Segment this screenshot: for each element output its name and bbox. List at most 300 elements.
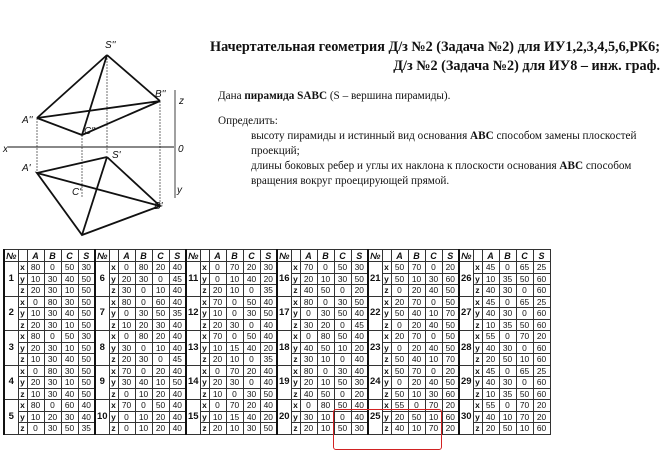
axis-label: y	[109, 377, 118, 389]
header-point: C	[334, 250, 351, 262]
coord-cell: 50	[152, 308, 169, 320]
header-point: B	[317, 250, 334, 262]
coord-cell: 20	[118, 273, 135, 285]
item1-post: способом замены плоскостей проекций;	[251, 130, 637, 157]
coord-cell: 50	[391, 308, 408, 320]
coord-cell: 45	[482, 296, 499, 308]
item1-bold: ABC	[470, 130, 494, 142]
axis-label: z	[382, 354, 391, 366]
coord-cell: 40	[482, 411, 499, 423]
coord-cell: 40	[300, 342, 317, 354]
coord-cell: 0	[300, 400, 317, 412]
axis-label: z	[200, 388, 209, 400]
coord-cell: 10	[61, 285, 78, 297]
axis-label: z	[473, 285, 482, 297]
axis-label: y	[291, 411, 300, 423]
axis-label: z	[473, 319, 482, 331]
coord-cell: 20	[27, 319, 44, 331]
axis-label: z	[200, 354, 209, 366]
coord-cell: 40	[482, 342, 499, 354]
coord-cell: 20	[260, 273, 277, 285]
coord-cell: 10	[209, 388, 226, 400]
coord-cell: 40	[351, 365, 368, 377]
coord-cell: 40	[243, 273, 260, 285]
coord-cell: 65	[516, 365, 533, 377]
coord-cell: 10	[317, 354, 334, 366]
header-point: S	[351, 250, 368, 262]
coord-cell: 10	[61, 377, 78, 389]
coord-cell: 0	[44, 262, 61, 274]
coord-cell: 40	[169, 388, 186, 400]
coord-cell: 10	[482, 388, 499, 400]
axis-label: y	[200, 377, 209, 389]
item1-pre: высоту пирамиды и истинный вид основания	[251, 130, 471, 142]
label-a2: A''	[22, 115, 33, 126]
axis-label: x	[109, 331, 118, 343]
axis-label: z	[291, 319, 300, 331]
coord-cell: 20	[482, 423, 499, 435]
coord-cell: 0	[226, 308, 243, 320]
coord-cell: 0	[334, 285, 351, 297]
variant-number: 13	[186, 331, 200, 366]
coord-cell: 50	[78, 377, 95, 389]
coord-cell: 50	[169, 377, 186, 389]
coord-cell: 35	[499, 388, 516, 400]
coord-cell: 0	[118, 308, 135, 320]
coord-cell: 20	[442, 400, 459, 412]
coord-cell: 10	[135, 423, 152, 435]
frontal-projection	[37, 55, 160, 135]
coord-cell: 30	[44, 285, 61, 297]
coord-cell: 10	[408, 388, 425, 400]
coord-cell: 0	[408, 400, 425, 412]
coord-cell: 30	[351, 377, 368, 389]
variant-number: 17	[277, 296, 291, 331]
axis-label: z	[382, 388, 391, 400]
coord-cell: 10	[425, 308, 442, 320]
coord-cell: 40	[260, 319, 277, 331]
coord-cell: 10	[135, 411, 152, 423]
coord-cell: 40	[61, 354, 78, 366]
coord-cell: 20	[442, 365, 459, 377]
label-z: z	[179, 96, 184, 107]
coord-cell: 20	[260, 411, 277, 423]
coord-cell: 10	[516, 354, 533, 366]
coord-cell: 40	[61, 388, 78, 400]
coord-cell: 10	[317, 411, 334, 423]
coord-cell: 10	[226, 423, 243, 435]
coord-cell: 20	[27, 342, 44, 354]
header-axis-blank	[382, 250, 391, 262]
coord-cell: 45	[169, 354, 186, 366]
coord-cell: 15	[226, 411, 243, 423]
coord-cell: 30	[425, 388, 442, 400]
axis-label: x	[18, 365, 27, 377]
coord-cell: 0	[27, 423, 44, 435]
coord-cell: 30	[499, 342, 516, 354]
determine-title: Определить:	[218, 115, 278, 127]
axis-label: z	[291, 388, 300, 400]
axis-label: y	[291, 342, 300, 354]
coord-cell: 50	[499, 423, 516, 435]
coord-cell: 35	[499, 319, 516, 331]
coord-cell: 40	[425, 377, 442, 389]
coord-cell: 30	[334, 273, 351, 285]
coord-cell: 20	[408, 319, 425, 331]
axis-label: z	[473, 423, 482, 435]
coord-cell: 10	[425, 411, 442, 423]
coord-cell: 40	[135, 377, 152, 389]
coord-cell: 10	[482, 319, 499, 331]
coord-cell: 40	[61, 308, 78, 320]
coord-cell: 10	[226, 273, 243, 285]
coord-cell: 30	[351, 262, 368, 274]
coord-cell: 0	[243, 285, 260, 297]
coord-cell: 50	[408, 411, 425, 423]
variant-number: 24	[368, 365, 382, 400]
coord-cell: 0	[425, 296, 442, 308]
axis-label: z	[382, 285, 391, 297]
axis-label: x	[291, 331, 300, 343]
variant-number: 16	[277, 262, 291, 297]
coord-cell: 40	[169, 262, 186, 274]
coord-cell: 50	[334, 262, 351, 274]
coord-cell: 20	[135, 319, 152, 331]
header-point: S	[533, 250, 550, 262]
axis-label: y	[200, 342, 209, 354]
label-a1: A'	[22, 163, 31, 174]
coord-cell: 40	[61, 273, 78, 285]
header-point: C	[61, 250, 78, 262]
axis-label: x	[200, 296, 209, 308]
coord-cell: 50	[78, 354, 95, 366]
variant-number: 18	[277, 331, 291, 366]
variants-table-container	[3, 249, 551, 435]
axis-label: x	[109, 365, 118, 377]
header-point: A	[391, 250, 408, 262]
axis-label: z	[18, 354, 27, 366]
coord-cell: 30	[44, 273, 61, 285]
coord-cell: 50	[442, 319, 459, 331]
coord-cell: 0	[425, 331, 442, 343]
coord-cell: 50	[152, 400, 169, 412]
axis-label: x	[291, 400, 300, 412]
label-b2: B''	[155, 89, 166, 100]
header-point: A	[300, 250, 317, 262]
coord-cell: 30	[300, 319, 317, 331]
axis-label: y	[473, 411, 482, 423]
variant-number: 11	[186, 262, 200, 297]
axis-label: z	[18, 423, 27, 435]
task-header	[205, 38, 660, 76]
header-point: B	[499, 250, 516, 262]
coord-cell: 40	[78, 411, 95, 423]
coord-cell: 0	[27, 365, 44, 377]
coord-cell: 0	[499, 365, 516, 377]
coord-cell: 20	[209, 377, 226, 389]
coord-cell: 60	[533, 388, 550, 400]
coord-cell: 40	[169, 331, 186, 343]
coord-cell: 0	[135, 342, 152, 354]
coord-cell: 60	[533, 354, 550, 366]
coord-cell: 50	[334, 423, 351, 435]
coord-cell: 10	[135, 388, 152, 400]
coord-cell: 10	[118, 319, 135, 331]
coord-cell: 10	[152, 377, 169, 389]
axis-label: x	[18, 400, 27, 412]
coord-cell: 0	[499, 400, 516, 412]
coord-cell: 0	[317, 262, 334, 274]
header-point: A	[27, 250, 44, 262]
coord-cell: 40	[351, 354, 368, 366]
coord-cell: 20	[27, 377, 44, 389]
coord-cell: 25	[533, 262, 550, 274]
coord-cell: 60	[442, 388, 459, 400]
coord-cell: 10	[209, 342, 226, 354]
header-line-1: Начертательная геометрия Д/з №2 (Задача №2) для ИУ1,2,3,4,5,6,РК6;	[210, 39, 660, 55]
coord-cell: 0	[118, 262, 135, 274]
coord-cell: 0	[135, 296, 152, 308]
coord-cell: 0	[391, 342, 408, 354]
coord-cell: 20	[533, 331, 550, 343]
header-point: A	[209, 250, 226, 262]
axis-label: z	[200, 423, 209, 435]
coord-cell: 70	[408, 331, 425, 343]
coord-cell: 50	[334, 308, 351, 320]
table-header-row	[4, 250, 550, 262]
coord-cell: 30	[118, 342, 135, 354]
axis-label: x	[18, 296, 27, 308]
coord-cell: 80	[27, 262, 44, 274]
coord-cell: 50	[243, 331, 260, 343]
axis-label: x	[200, 365, 209, 377]
coord-cell: 70	[516, 411, 533, 423]
coord-cell: 40	[169, 365, 186, 377]
coord-cell: 10	[334, 342, 351, 354]
coord-cell: 0	[317, 365, 334, 377]
axis-label: y	[18, 308, 27, 320]
header-num: №	[95, 250, 109, 262]
coord-cell: 40	[260, 365, 277, 377]
coord-cell: 50	[317, 285, 334, 297]
coord-cell: 30	[135, 273, 152, 285]
coord-cell: 20	[317, 319, 334, 331]
coord-cell: 20	[533, 411, 550, 423]
coord-cell: 30	[44, 388, 61, 400]
coord-cell: 40	[169, 411, 186, 423]
axis-label: y	[200, 273, 209, 285]
variant-number: 9	[95, 365, 109, 400]
item2-post: способом вращения вокруг проецирующей прямой.	[251, 160, 632, 187]
coord-cell: 10	[27, 354, 44, 366]
coord-cell: 50	[499, 354, 516, 366]
coord-cell: 30	[152, 319, 169, 331]
coord-cell: 30	[317, 308, 334, 320]
coord-cell: 10	[27, 273, 44, 285]
coord-cell: 20	[391, 331, 408, 343]
coord-cell: 30	[135, 308, 152, 320]
axis-label: x	[473, 296, 482, 308]
axis-label: z	[382, 319, 391, 331]
coord-cell: 0	[135, 400, 152, 412]
axis-label: z	[18, 285, 27, 297]
variants-table	[3, 249, 551, 435]
variant-number: 4	[4, 365, 18, 400]
header-num: №	[277, 250, 291, 262]
axis-label: y	[18, 411, 27, 423]
coord-cell: 35	[78, 423, 95, 435]
given-statement	[218, 89, 450, 104]
axis-label: y	[291, 273, 300, 285]
coord-cell: 50	[317, 388, 334, 400]
coord-cell: 20	[408, 377, 425, 389]
coord-cell: 40	[169, 319, 186, 331]
coord-cell: 20	[243, 400, 260, 412]
coord-cell: 80	[118, 296, 135, 308]
coord-cell: 50	[78, 296, 95, 308]
pyramid-projection-drawing	[0, 28, 210, 238]
coord-cell: 40	[169, 342, 186, 354]
coord-cell: 0	[209, 400, 226, 412]
coord-cell: 30	[499, 285, 516, 297]
highlight-box-variant-20	[333, 409, 442, 450]
axis-label: x	[200, 400, 209, 412]
coord-cell: 20	[152, 262, 169, 274]
variant-number: 12	[186, 296, 200, 331]
variant-number: 14	[186, 365, 200, 400]
coord-cell: 30	[135, 354, 152, 366]
coord-cell: 20	[533, 400, 550, 412]
axis-label: z	[109, 423, 118, 435]
coord-cell: 20	[152, 331, 169, 343]
coord-cell: 35	[169, 308, 186, 320]
coord-cell: 35	[260, 285, 277, 297]
axis-label: x	[109, 262, 118, 274]
label-c2: C''	[84, 126, 96, 137]
coord-cell: 30	[243, 423, 260, 435]
axis-label: y	[473, 377, 482, 389]
coord-cell: 50	[442, 377, 459, 389]
header-point: B	[135, 250, 152, 262]
coord-cell: 10	[226, 354, 243, 366]
coord-cell: 30	[44, 377, 61, 389]
coord-cell: 10	[317, 377, 334, 389]
axis-label: y	[382, 377, 391, 389]
coord-cell: 40	[351, 331, 368, 343]
coord-cell: 70	[408, 262, 425, 274]
given-post: (S – вершина пирамиды).	[327, 90, 451, 102]
variant-number: 27	[459, 296, 473, 331]
axis-label: z	[291, 423, 300, 435]
header-line-2: Д/з №2 (Задача №2) для ИУ8 – инж. граф.	[393, 58, 660, 74]
coord-cell: 40	[482, 308, 499, 320]
item2-bold: ABC	[559, 160, 584, 172]
coord-cell: 0	[516, 285, 533, 297]
coord-cell: 70	[226, 365, 243, 377]
coord-cell: 50	[334, 377, 351, 389]
header-point: C	[425, 250, 442, 262]
axis-label: x	[473, 262, 482, 274]
axis-label: y	[382, 411, 391, 423]
coord-cell: 70	[300, 262, 317, 274]
coord-cell: 40	[351, 400, 368, 412]
coord-cell: 50	[391, 273, 408, 285]
coord-cell: 30	[44, 308, 61, 320]
coord-cell: 50	[78, 308, 95, 320]
header-num: №	[459, 250, 473, 262]
axis-label: z	[473, 388, 482, 400]
coord-cell: 20	[442, 262, 459, 274]
axis-label: x	[291, 365, 300, 377]
axis-label: y	[200, 411, 209, 423]
coord-cell: 80	[44, 365, 61, 377]
axis-label: y	[109, 308, 118, 320]
coord-cell: 0	[516, 308, 533, 320]
variant-number: 28	[459, 331, 473, 366]
coord-cell: 20	[152, 423, 169, 435]
coord-cell: 30	[499, 377, 516, 389]
coord-cell: 45	[169, 273, 186, 285]
coord-cell: 50	[442, 331, 459, 343]
coord-cell: 0	[317, 296, 334, 308]
coord-cell: 0	[209, 262, 226, 274]
header-point: A	[118, 250, 135, 262]
coord-cell: 0	[300, 308, 317, 320]
coord-cell: 40	[425, 285, 442, 297]
coord-cell: 10	[482, 273, 499, 285]
coord-cell: 60	[61, 400, 78, 412]
coord-cell: 50	[334, 400, 351, 412]
table-row	[4, 365, 550, 377]
coord-cell: 0	[516, 342, 533, 354]
coord-cell: 20	[351, 388, 368, 400]
coord-cell: 50	[243, 296, 260, 308]
coord-cell: 30	[44, 423, 61, 435]
axis-label: y	[109, 411, 118, 423]
axis-label: z	[109, 354, 118, 366]
axis-label: y	[382, 342, 391, 354]
coord-cell: 70	[442, 354, 459, 366]
coord-cell: 50	[260, 388, 277, 400]
axis-label: y	[473, 308, 482, 320]
coord-cell: 30	[118, 285, 135, 297]
coord-cell: 40	[243, 342, 260, 354]
coord-cell: 0	[44, 331, 61, 343]
label-o: 0	[178, 144, 184, 155]
coord-cell: 55	[391, 400, 408, 412]
determine-item-1	[218, 129, 656, 159]
coord-cell: 50	[78, 342, 95, 354]
header-point: C	[152, 250, 169, 262]
coord-cell: 20	[152, 365, 169, 377]
coord-cell: 10	[499, 411, 516, 423]
coord-cell: 10	[152, 342, 169, 354]
coord-cell: 40	[391, 423, 408, 435]
axis-label: y	[473, 273, 482, 285]
coord-cell: 0	[516, 377, 533, 389]
coord-cell: 20	[300, 377, 317, 389]
coord-cell: 40	[243, 411, 260, 423]
coord-cell: 0	[425, 365, 442, 377]
variant-number: 26	[459, 262, 473, 297]
coord-cell: 30	[44, 342, 61, 354]
coord-cell: 80	[135, 331, 152, 343]
given-pre: Дана	[218, 90, 245, 102]
coord-cell: 30	[44, 319, 61, 331]
coord-cell: 50	[260, 308, 277, 320]
axis-label: y	[109, 342, 118, 354]
coord-cell: 40	[425, 319, 442, 331]
